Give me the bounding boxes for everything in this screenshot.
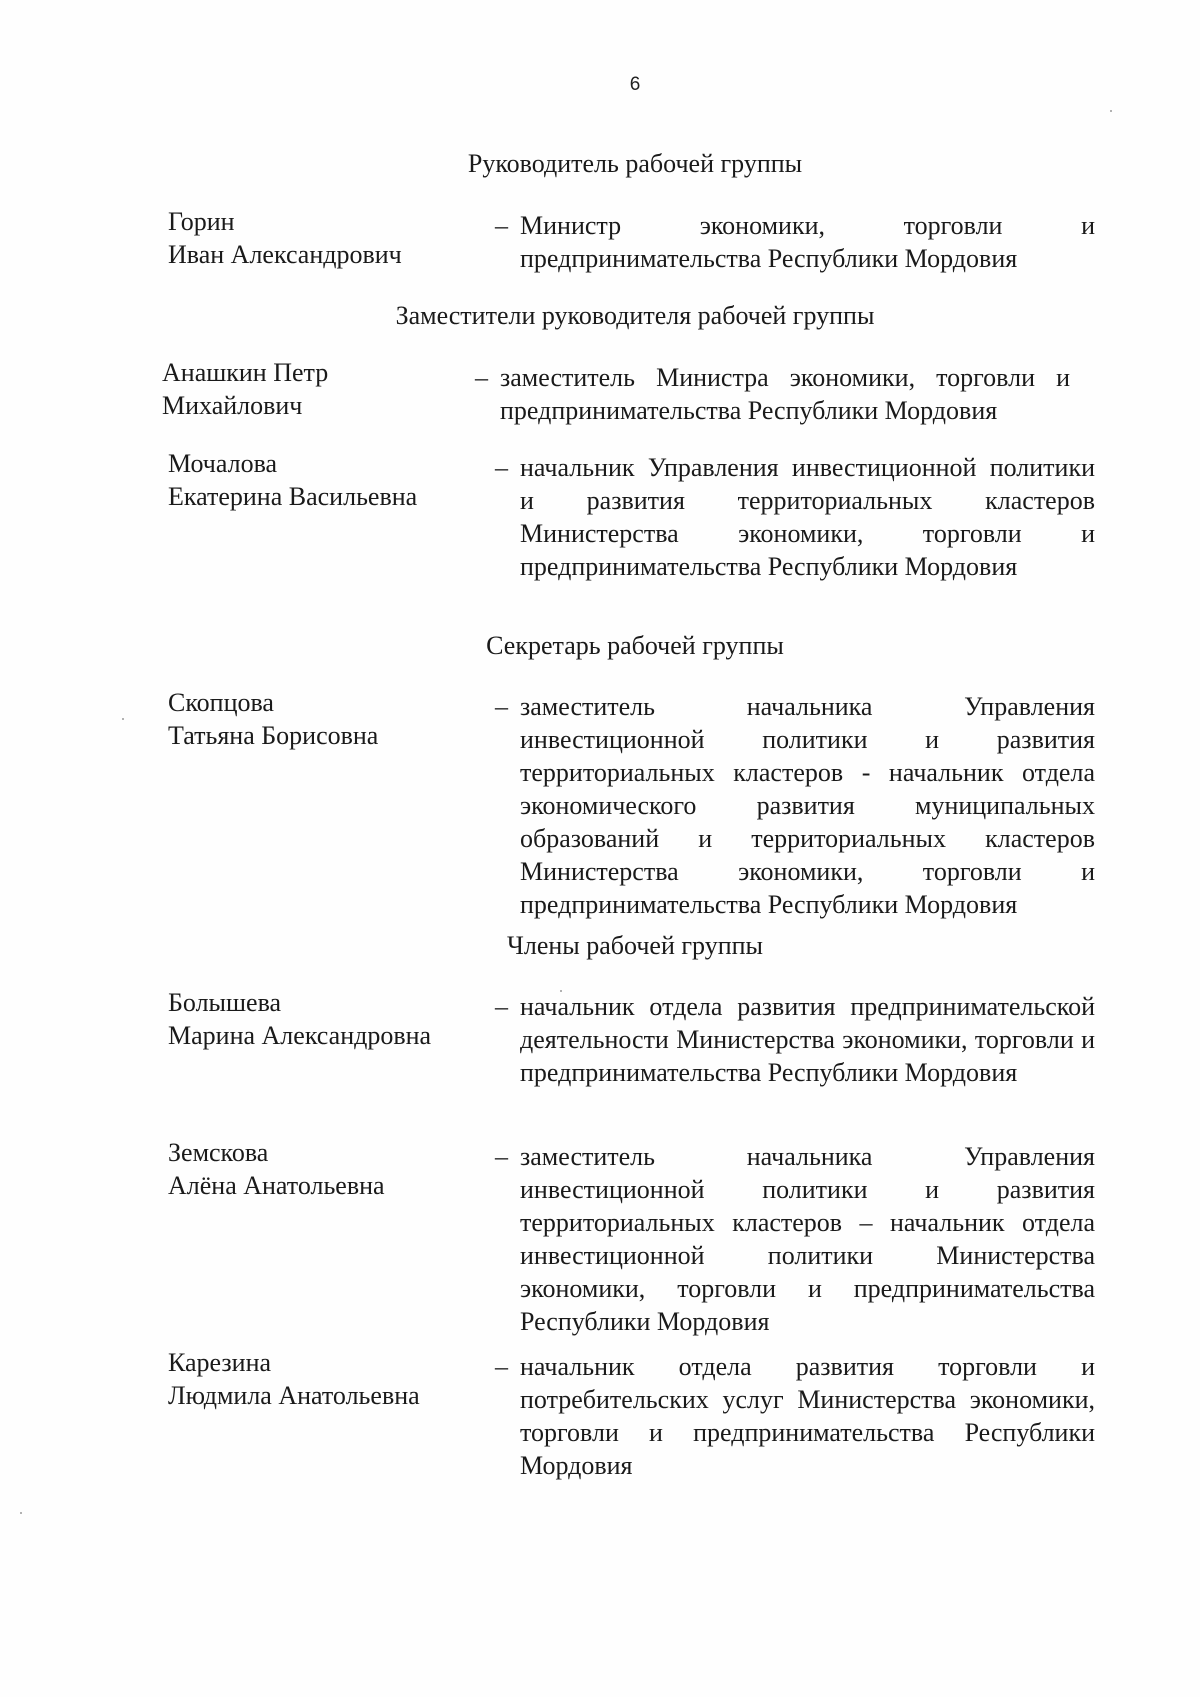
- member-given-name: Людмила Анатольевна: [168, 1381, 420, 1410]
- dash-separator: –: [495, 692, 508, 721]
- page-number: 6: [629, 74, 641, 95]
- member-position: заместитель Министра экономики, торговли и предпринимательства Республики Мордовия: [500, 363, 1070, 425]
- member-surname: Болышева: [168, 988, 282, 1017]
- member-surname: Земскова: [168, 1138, 269, 1167]
- scan-speck: [1110, 110, 1112, 112]
- section-heading-head: Руководитель рабочей группы: [467, 149, 803, 178]
- member-position: начальник Управления инвестиционной политики и развития территориальных кластеров Министерства экономики, торговли и предпринимательства Республики Мордовия: [520, 453, 1095, 581]
- section-heading-members: Члены рабочей группы: [506, 931, 764, 960]
- dash-separator: –: [495, 1352, 508, 1381]
- member-name: [168, 986, 468, 1052]
- member-name: [168, 1136, 468, 1202]
- member-given-name: Татьяна Борисовна: [168, 721, 379, 750]
- member-surname: Скопцова: [168, 688, 274, 717]
- dash-separator: –: [495, 453, 508, 482]
- dash-separator: –: [475, 363, 488, 392]
- member-given-name: Михайлович: [162, 391, 303, 420]
- member-name: [168, 447, 468, 513]
- member-name: [168, 205, 468, 271]
- member-name: [168, 686, 468, 752]
- member-surname: Горин: [168, 207, 235, 236]
- member-given-name: Марина Александровна: [168, 1021, 432, 1050]
- dash-separator: –: [495, 211, 508, 240]
- dash-separator: –: [495, 1142, 508, 1171]
- scan-speck: [122, 718, 124, 720]
- section-heading-deputies: Заместители руководителя рабочей группы: [395, 301, 875, 330]
- member-position: заместитель начальника Управления инвестиционной политики и развития территориальных кластеров - начальник отдела экономического развития муниципальных образований и территориальных кластеров Министерства экономики, торговли и предпринимательства Республики Мордовия: [520, 692, 1095, 919]
- scan-speck: [20, 1512, 22, 1514]
- member-position: Министр экономики, торговли и предпринимательства Республики Мордовия: [520, 211, 1095, 273]
- dash-separator: –: [495, 992, 508, 1021]
- member-position: заместитель начальника Управления инвестиционной политики и развития территориальных кластеров – начальник отдела инвестиционной политики Министерства экономики, торговли и предпринимательства Республики Мордовия: [520, 1142, 1095, 1336]
- member-given-name: Иван Александрович: [168, 240, 402, 269]
- member-position: начальник отдела развития торговли и потребительских услуг Министерства экономики, торговли и предпринимательства Республики Мордовия: [520, 1352, 1095, 1480]
- member-given-name: Екатерина Васильевна: [168, 482, 418, 511]
- scan-speck: [560, 990, 562, 992]
- member-surname: Мочалова: [168, 449, 278, 478]
- member-position: начальник отдела развития предпринимательской деятельности Министерства экономики, торговли и предпринимательства Республики Мордовия: [520, 992, 1095, 1087]
- section-heading-secretary: Секретарь рабочей группы: [486, 631, 784, 660]
- member-given-name: Алёна Анатольевна: [168, 1171, 385, 1200]
- member-surname: Карезина: [168, 1348, 272, 1377]
- member-name: [162, 356, 462, 422]
- member-surname: Анашкин Петр: [162, 358, 329, 387]
- member-name: [168, 1346, 468, 1412]
